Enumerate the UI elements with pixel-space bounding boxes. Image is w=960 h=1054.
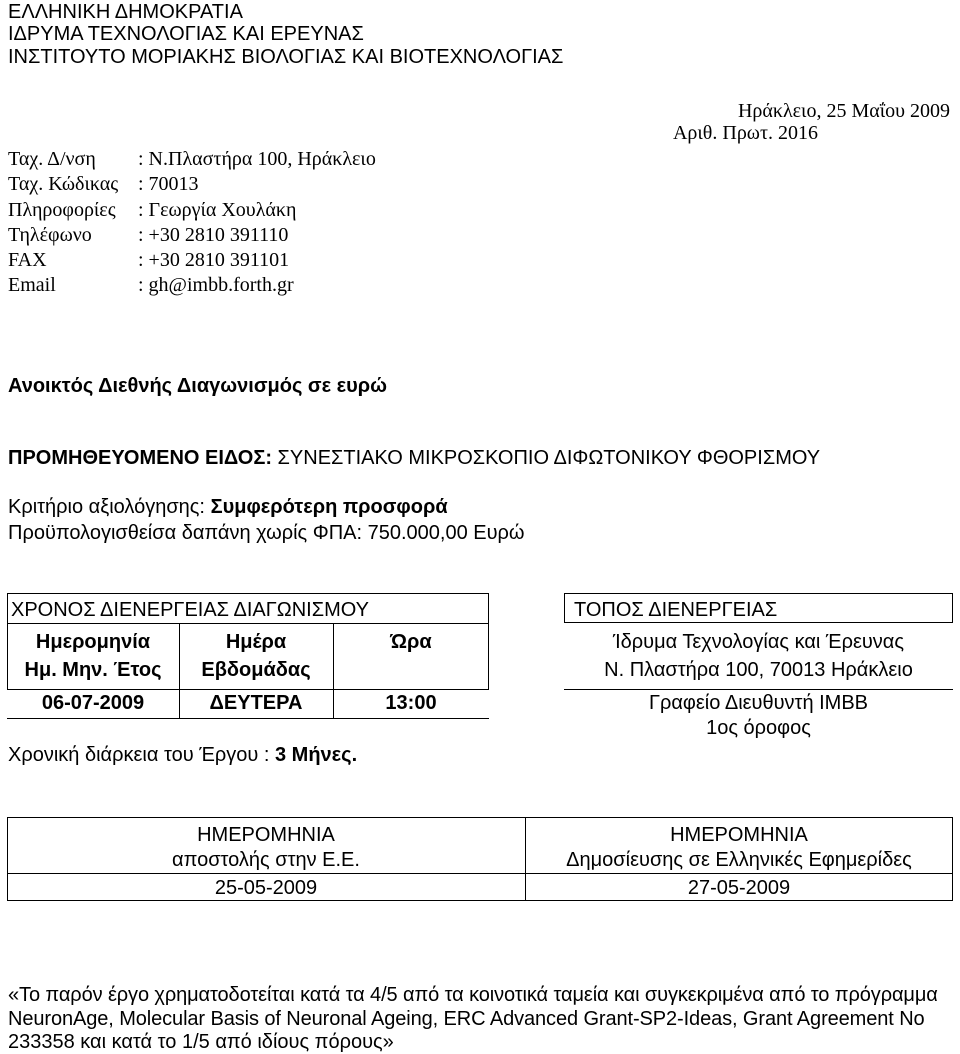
contact-value: : +30 2810 391101 [138, 249, 290, 271]
contact-address [8, 147, 376, 171]
contact-label: Ταχ. Δ/νση [8, 148, 96, 170]
schedule-title: ΧΡΟΝΟΣ ΔΙΕΝΕΡΓΕΙΑΣ ΔΙΑΓΩΝΙΣΜΟΥ [11, 599, 369, 621]
venue-line-4: 1ος όροφος [706, 717, 811, 739]
contact-label: Ταχ. Κώδικας [8, 173, 119, 195]
col-date-subheader: Ημ. Μην. Έτος [24, 659, 162, 681]
funding-line-3: 233358 και κατά το 1/5 από ιδίους πόρους» [8, 1031, 394, 1053]
venue-line-2: Ν. Πλαστήρα 100, 70013 Ηράκλειο [604, 659, 913, 681]
contact-postcode [8, 172, 199, 196]
contact-label: FAX [8, 249, 47, 271]
contact-info [8, 198, 296, 222]
col-time-header: Ώρα [390, 631, 432, 653]
dates-right-head-2: Δημοσίευσης σε Ελληνικές Εφημερίδες [566, 849, 912, 871]
schedule-date: 06-07-2009 [41, 692, 145, 714]
duration-label: Χρονική διάρκεια του Έργου : [8, 744, 270, 766]
divider [7, 873, 953, 874]
schedule-time: 13:00 [385, 692, 437, 714]
criterion-label: Κριτήριο αξιολόγησης: [8, 496, 205, 518]
dates-right-value: 27-05-2009 [687, 877, 791, 899]
contact-value: : +30 2810 391110 [138, 224, 289, 246]
contact-label: Πληροφορίες [8, 199, 116, 221]
funding-line-2: NeuronAge, Molecular Basis of Neuronal Ageing, ERC Advanced Grant-SP2-Ideas, Grant Agreement No [8, 1008, 925, 1030]
contact-email [8, 273, 294, 297]
contact-label: Email [8, 274, 56, 296]
tender-title: Ανοικτός Διεθνής Διαγωνισμός σε ευρώ [8, 375, 388, 397]
dates-left-head-1: ΗΜΕΡΟΜΗΝΙΑ [197, 824, 335, 846]
contact-fax [8, 248, 289, 272]
protocol-number: Αριθ. Πρωτ. 2016 [672, 122, 818, 144]
item-value: ΣΥΝΕΣΤΙΑΚΟ ΜΙΚΡΟΣΚΟΠΙΟ ΔΙΦΩΤΟΝΙΚΟΥ ΦΘΟΡΙΣΜΟΥ [277, 447, 821, 469]
contact-value: : gh@imbb.forth.gr [138, 274, 294, 296]
contact-phone [8, 223, 288, 247]
contact-value: : Ν.Πλαστήρα 100, Ηράκλειο [138, 148, 376, 170]
dates-left-value: 25-05-2009 [214, 877, 318, 899]
dates-left-head-2: αποστολής στην Ε.Ε. [172, 849, 360, 871]
venue-title: ΤΟΠΟΣ ΔΙΕΝΕΡΓΕΙΑΣ [574, 599, 778, 621]
header-line-2: ΙΔΡΥΜΑ ΤΕΧΝΟΛΟΓΙΑΣ ΚΑΙ ΕΡΕΥΝΑΣ [8, 23, 364, 45]
header-line-1: ΕΛΛΗΝΙΚΗ ΔΗΜΟΚΡΑΤΙΑ [8, 1, 243, 23]
venue-line-3: Γραφείο Διευθυντή ΙΜΒΒ [648, 692, 869, 714]
budget: Προϋπολογισθείσα δαπάνη χωρίς ΦΠΑ: 750.000,00 Ευρώ [8, 522, 525, 544]
evaluation-criterion [8, 495, 448, 519]
item-label: ΠΡΟΜΗΘΕΥΟΜΕΝΟ ΕΙΔΟΣ: [8, 447, 272, 469]
duration-value: 3 Μήνες. [275, 744, 358, 766]
dates-right-head-1: ΗΜΕΡΟΜΗΝΙΑ [670, 824, 808, 846]
divider [564, 689, 953, 690]
contact-label: Τηλέφωνο [8, 224, 92, 246]
place-date: Ηράκλειο, 25 Μαΐου 2009 [737, 100, 950, 122]
col-day-header: Ημέρα [225, 631, 287, 653]
project-duration [8, 743, 357, 767]
col-date-header: Ημερομηνία [35, 631, 151, 653]
divider [7, 718, 489, 719]
col-day-subheader: Εβδομάδας [201, 659, 311, 681]
contact-value: : 70013 [138, 173, 199, 195]
criterion-value: Συμφερότερη προσφορά [210, 496, 448, 518]
divider [7, 689, 489, 690]
tender-item [8, 446, 820, 470]
schedule-day: ΔΕΥΤΕΡΑ [209, 692, 303, 714]
header-line-3: ΙΝΣΤΙΤΟΥΤΟ ΜΟΡΙΑΚΗΣ ΒΙΟΛΟΓΙΑΣ ΚΑΙ ΒΙΟΤΕΧΝΟΛΟΓΙΑΣ [8, 46, 564, 68]
venue-line-1: Ίδρυμα Τεχνολογίας και Έρευνας [612, 631, 905, 653]
divider [7, 623, 489, 624]
contact-value: : Γεωργία Χουλάκη [138, 199, 297, 221]
funding-line-1: «Το παρόν έργο χρηματοδοτείται κατά τα 4/5 από τα κοινοτικά ταμεία και συγκεκριμένα από το πρόγραμμα [8, 984, 938, 1006]
